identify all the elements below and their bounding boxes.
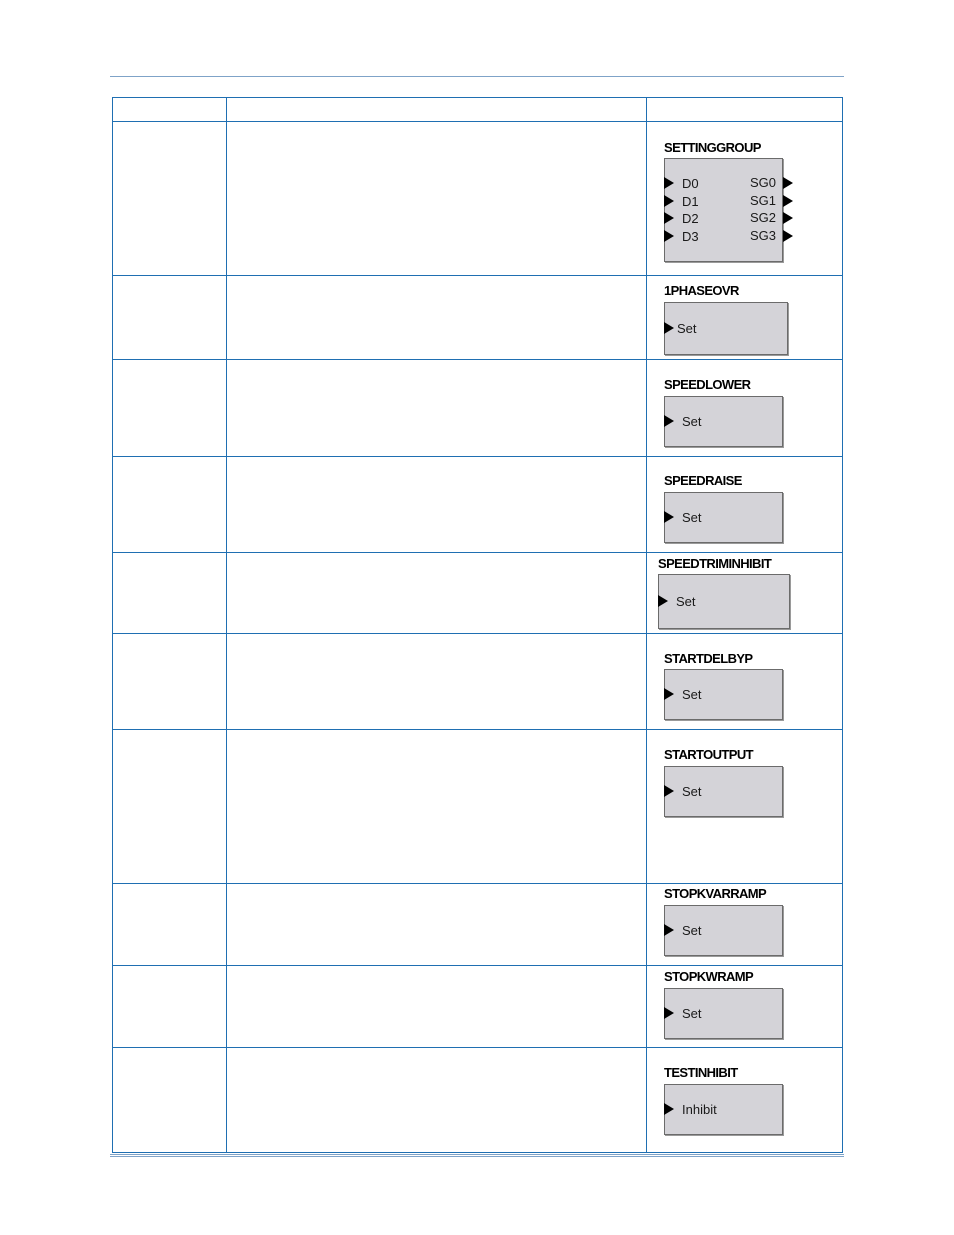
input-label: Set bbox=[682, 783, 702, 799]
input-arrow-icon bbox=[664, 511, 674, 523]
output-label: SG3 bbox=[749, 228, 776, 243]
input-label: Inhibit bbox=[682, 1101, 717, 1117]
input-arrow-icon bbox=[664, 924, 674, 936]
input-pin bbox=[665, 175, 699, 191]
name-cell bbox=[113, 634, 227, 730]
table-row bbox=[113, 553, 843, 634]
speedtriminhibit-block bbox=[658, 556, 772, 609]
startdelbyp-block bbox=[664, 651, 753, 702]
table-header-row bbox=[113, 98, 843, 122]
input-label: D2 bbox=[682, 210, 699, 226]
table-row bbox=[113, 276, 843, 360]
block-body bbox=[664, 766, 783, 817]
speedraise-block bbox=[664, 473, 742, 525]
input-arrow-icon bbox=[664, 415, 674, 427]
input-label: Set bbox=[682, 922, 702, 938]
description-cell bbox=[227, 457, 647, 553]
block-body bbox=[664, 1084, 783, 1135]
block-body bbox=[664, 905, 783, 956]
input-label: Set bbox=[676, 593, 696, 609]
description-cell bbox=[227, 634, 647, 730]
name-cell bbox=[113, 966, 227, 1048]
input-arrow-icon bbox=[664, 177, 674, 189]
symbol-cell bbox=[647, 457, 843, 553]
input-pin bbox=[665, 922, 702, 938]
input-label: D0 bbox=[682, 175, 699, 191]
description-cell bbox=[227, 360, 647, 457]
input-pin bbox=[659, 593, 696, 609]
output-label: SG2 bbox=[749, 210, 776, 225]
input-arrow-icon bbox=[664, 688, 674, 700]
input-pin bbox=[665, 228, 699, 244]
name-cell bbox=[113, 1048, 227, 1153]
output-arrow-icon bbox=[783, 212, 793, 224]
output-arrow-icon bbox=[783, 195, 793, 207]
block-body bbox=[664, 302, 788, 355]
header-cell-name bbox=[113, 98, 227, 122]
input-arrow-icon bbox=[664, 1103, 674, 1115]
name-cell bbox=[113, 884, 227, 966]
symbol-cell bbox=[647, 122, 843, 276]
input-pin bbox=[665, 509, 702, 525]
description-cell bbox=[227, 884, 647, 966]
startoutput-block bbox=[664, 747, 753, 799]
input-label: Set bbox=[682, 686, 702, 702]
input-pin bbox=[665, 193, 699, 209]
symbol-cell bbox=[647, 730, 843, 884]
input-label: Set bbox=[677, 320, 697, 336]
symbol-cell bbox=[647, 360, 843, 457]
testinhibit-block bbox=[664, 1065, 738, 1117]
header-cell-description bbox=[227, 98, 647, 122]
table-row bbox=[113, 730, 843, 884]
input-arrow-icon bbox=[664, 195, 674, 207]
block-title: SPEEDLOWER bbox=[664, 377, 751, 392]
input-pin bbox=[665, 320, 697, 336]
table-row bbox=[113, 360, 843, 457]
input-pin bbox=[665, 1101, 717, 1117]
name-cell bbox=[113, 730, 227, 884]
name-cell bbox=[113, 122, 227, 276]
input-label: D3 bbox=[682, 228, 699, 244]
symbol-cell bbox=[647, 1048, 843, 1153]
output-arrow-icon bbox=[783, 230, 793, 242]
speedlower-block bbox=[664, 377, 751, 429]
input-pin bbox=[665, 210, 699, 226]
table-row bbox=[113, 122, 843, 276]
input-arrow-icon bbox=[664, 1007, 674, 1019]
name-cell bbox=[113, 553, 227, 634]
name-cell bbox=[113, 457, 227, 553]
block-title: STOPKWRAMP bbox=[664, 969, 754, 984]
footer-rule bbox=[110, 1154, 844, 1157]
input-label: Set bbox=[682, 413, 702, 429]
symbol-cell bbox=[647, 553, 843, 634]
table-row bbox=[113, 1048, 843, 1153]
table-row bbox=[113, 457, 843, 553]
output-label: SG1 bbox=[749, 193, 776, 208]
stopkwramp-block bbox=[664, 969, 754, 1021]
block-body bbox=[664, 158, 783, 262]
block-body bbox=[658, 574, 790, 629]
input-pin bbox=[665, 413, 702, 429]
input-pin bbox=[665, 783, 702, 799]
block-title: SPEEDTRIMINHIBIT bbox=[658, 556, 772, 571]
settinggroup-block bbox=[664, 140, 776, 244]
block-title: SETTINGGROUP bbox=[664, 140, 761, 155]
description-cell bbox=[227, 1048, 647, 1153]
1phaseovr-block bbox=[664, 283, 739, 336]
output-arrow-icon bbox=[783, 177, 793, 189]
table-row bbox=[113, 884, 843, 966]
input-arrow-icon bbox=[664, 230, 674, 242]
block-body bbox=[664, 669, 783, 720]
stopkvarramp-block bbox=[664, 886, 767, 938]
input-arrow-icon bbox=[658, 595, 668, 607]
symbol-cell bbox=[647, 966, 843, 1048]
name-cell bbox=[113, 360, 227, 457]
input-label: Set bbox=[682, 509, 702, 525]
input-label: D1 bbox=[682, 193, 699, 209]
block-title: STARTDELBYP bbox=[664, 651, 753, 666]
element-table bbox=[112, 97, 843, 1153]
input-arrow-icon bbox=[664, 322, 674, 334]
output-label: SG0 bbox=[749, 175, 776, 190]
description-cell bbox=[227, 966, 647, 1048]
block-title: SPEEDRAISE bbox=[664, 473, 742, 488]
symbol-cell bbox=[647, 884, 843, 966]
block-title: STARTOUTPUT bbox=[664, 747, 753, 762]
name-cell bbox=[113, 276, 227, 360]
block-body bbox=[664, 492, 783, 543]
header-rule bbox=[110, 76, 844, 77]
input-pin bbox=[665, 686, 702, 702]
input-arrow-icon bbox=[664, 785, 674, 797]
description-cell bbox=[227, 276, 647, 360]
description-cell bbox=[227, 730, 647, 884]
input-arrow-icon bbox=[664, 212, 674, 224]
symbol-cell bbox=[647, 634, 843, 730]
description-cell bbox=[227, 553, 647, 634]
input-label: Set bbox=[682, 1005, 702, 1021]
block-title: TESTINHIBIT bbox=[664, 1065, 738, 1080]
symbol-cell bbox=[647, 276, 843, 360]
input-pin bbox=[665, 1005, 702, 1021]
table-row bbox=[113, 634, 843, 730]
description-cell bbox=[227, 122, 647, 276]
header-cell-symbol bbox=[647, 98, 843, 122]
block-body bbox=[664, 396, 783, 447]
table-row bbox=[113, 966, 843, 1048]
block-title: STOPKVARRAMP bbox=[664, 886, 767, 901]
block-title: 1PHASEOVR bbox=[664, 283, 739, 298]
block-body bbox=[664, 988, 783, 1039]
